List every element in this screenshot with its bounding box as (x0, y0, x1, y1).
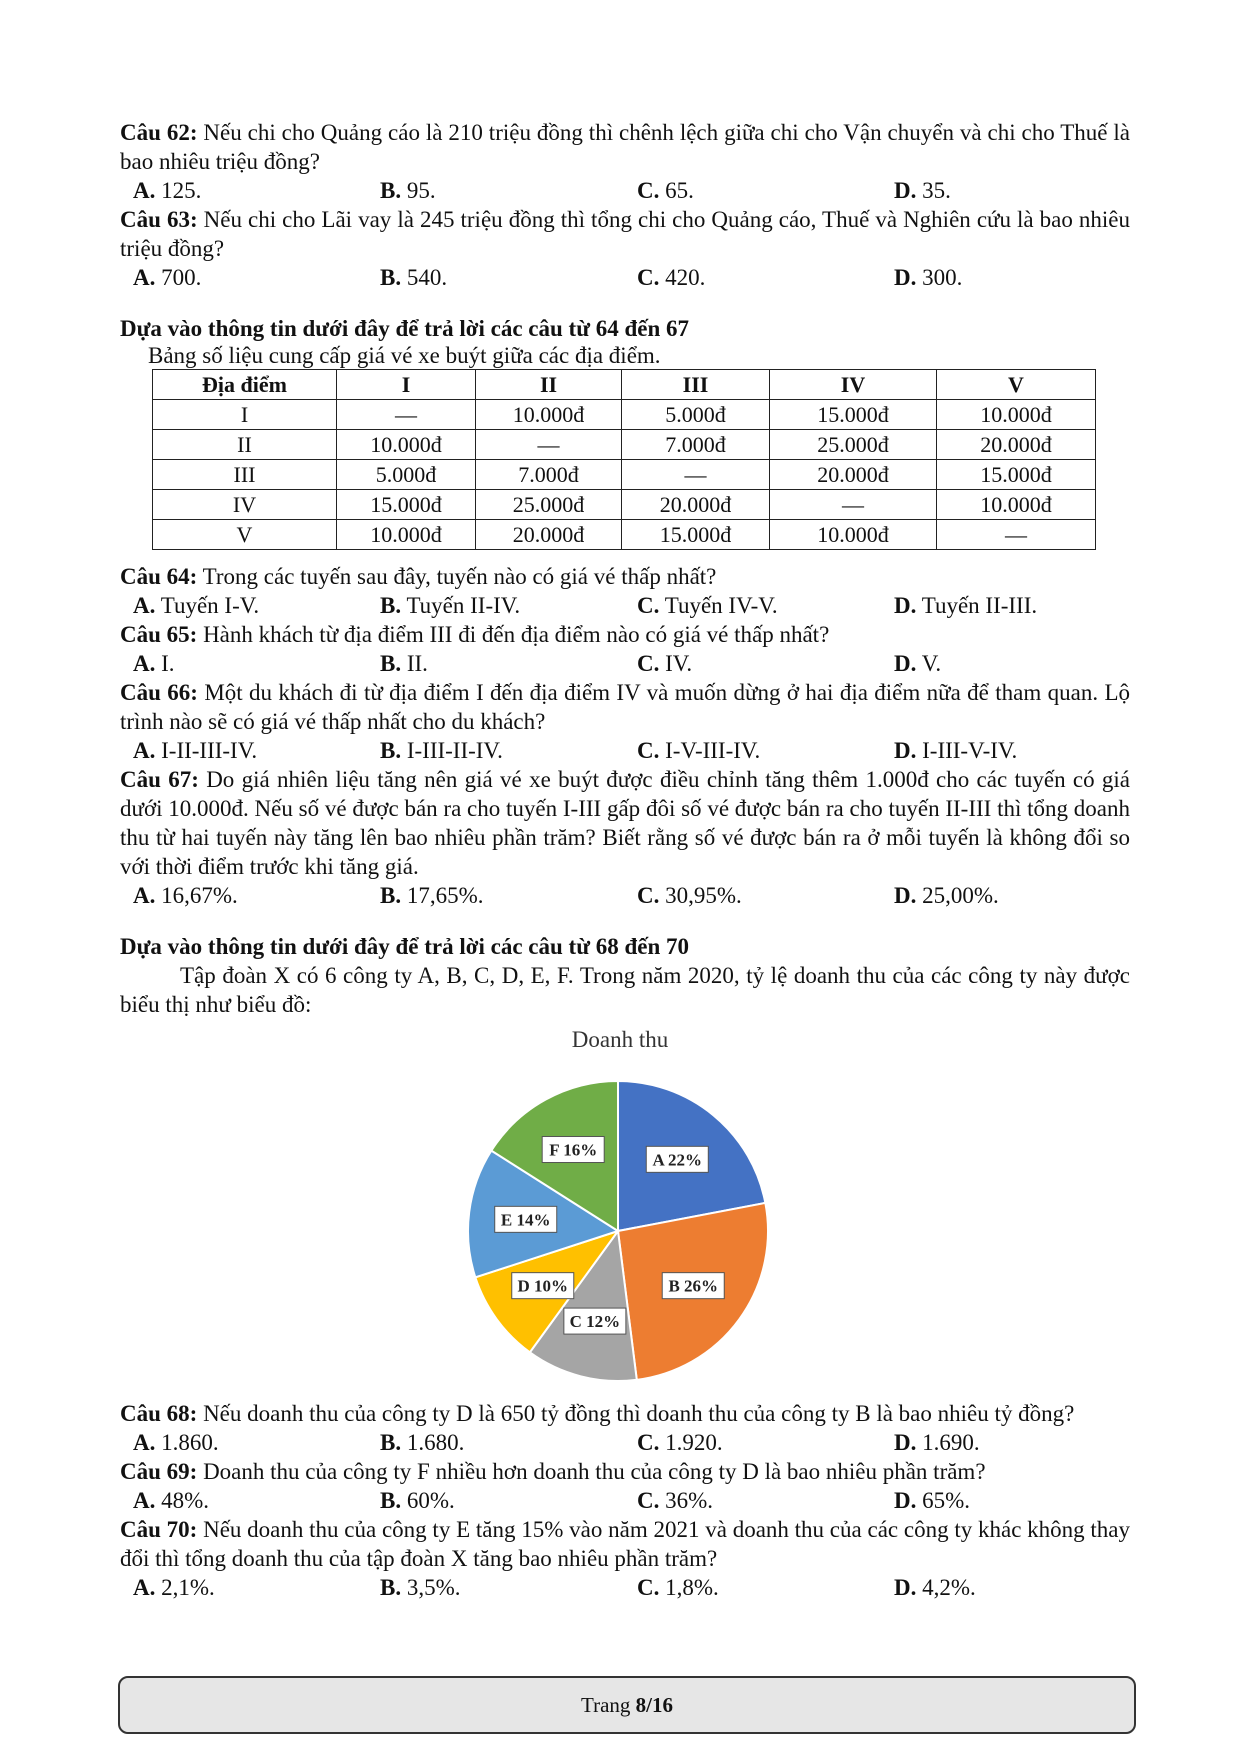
pie-label-text: B 26% (668, 1276, 719, 1296)
option-d: D. 4,2%. (894, 1575, 976, 1600)
option-d: D. Tuyến II-III. (894, 593, 1038, 618)
section-heading-64-67: Dựa vào thông tin dưới đây để trả lời các câu từ 64 đến 67 (120, 316, 690, 341)
question-label: Câu 63: (120, 207, 198, 232)
question-text: Doanh thu của công ty F nhiều hơn doanh thu của công ty D là bao nhiêu phần trăm? (203, 1459, 986, 1484)
pie-label-a (646, 1146, 708, 1172)
question-67 (120, 765, 1130, 881)
question-text: Nếu doanh thu của công ty E tăng 15% vào năm 2021 và doanh thu của các công ty khác không thay đổi thì tổng doanh thu của tập đoàn X tăng bao nhiêu phần trăm? (120, 1517, 1131, 1571)
question-label: Câu 67: (120, 767, 199, 792)
option-d: D. I-III-V-IV. (894, 738, 1018, 763)
option-b: B. I-III-II-IV. (380, 738, 503, 763)
options-69 (120, 1486, 1130, 1515)
question-text: Hành khách từ địa điểm III đi đến địa điểm nào có giá vé thấp nhất? (203, 622, 830, 647)
option-b: B. 1.680. (380, 1430, 465, 1455)
option-b: B. 60%. (380, 1488, 455, 1513)
table-row (153, 460, 1096, 490)
exam-page (120, 118, 1130, 1602)
table-cell: 5.000đ (622, 400, 770, 430)
section-intro: Tập đoàn X có 6 công ty A, B, C, D, E, F. Trong năm 2020, tỷ lệ doanh thu của các công ty này được biểu thị như biểu đồ: (120, 963, 1130, 1017)
table-caption: Bảng số liệu cung cấp giá vé xe buýt giữa các địa điểm. (148, 343, 661, 368)
option-a: A. 48%. (133, 1488, 210, 1513)
question-66 (120, 678, 1130, 736)
pie-label-e (495, 1206, 557, 1232)
option-a: A. 1.860. (133, 1430, 219, 1455)
question-text: Một du khách đi từ địa điểm I đến địa điểm IV và muốn dừng ở hai địa điểm nữa để tham quan. Lộ trình nào sẽ có giá vé thấp nhất cho du khách? (120, 680, 1131, 734)
table-cell: I (153, 400, 337, 430)
question-65 (120, 620, 1130, 649)
question-64 (120, 562, 1130, 591)
table-cell: 10.000đ (937, 490, 1096, 520)
options-62 (120, 176, 1130, 205)
table-cell: — (337, 400, 476, 430)
options-63 (120, 263, 1130, 292)
options-65 (120, 649, 1130, 678)
chart-title: Doanh thu (571, 1027, 669, 1052)
option-d: D. 25,00%. (894, 883, 999, 908)
option-a: A. 700. (133, 265, 202, 290)
table-cell: 20.000đ (770, 460, 937, 490)
options-66 (120, 736, 1130, 765)
table-header-row (153, 370, 1096, 400)
table-cell: 10.000đ (476, 400, 622, 430)
pie-label-text: C 12% (569, 1312, 621, 1332)
pie-label-text: D 10% (517, 1276, 569, 1296)
question-69 (120, 1457, 1130, 1486)
page-number: 8/16 (635, 1692, 673, 1717)
table-cell: 20.000đ (476, 520, 622, 550)
options-64 (120, 591, 1130, 620)
option-d: D. 65%. (894, 1488, 971, 1513)
options-67 (120, 881, 1130, 910)
option-d: D. 300. (894, 265, 963, 290)
option-c: C. 420. (637, 265, 706, 290)
question-68 (120, 1399, 1130, 1428)
option-b: B. 3,5%. (380, 1575, 461, 1600)
option-a: A. 16,67%. (133, 883, 238, 908)
question-text: Nếu doanh thu của công ty D là 650 tỷ đồng thì doanh thu của công ty B là bao nhiêu tỷ đồng? (203, 1401, 1075, 1426)
option-b: B. Tuyến II-IV. (380, 593, 521, 618)
question-62 (120, 118, 1130, 176)
table-header: IV (770, 370, 937, 400)
table-cell: III (153, 460, 337, 490)
option-a: A. I-II-III-IV. (133, 738, 258, 763)
table-cell: — (937, 520, 1096, 550)
table-cell: 7.000đ (476, 460, 622, 490)
option-d: D. 1.690. (894, 1430, 980, 1455)
table-cell: 5.000đ (337, 460, 476, 490)
table-cell: 15.000đ (770, 400, 937, 430)
option-c: C. 36%. (637, 1488, 714, 1513)
pie-chart-container (120, 1019, 1130, 1399)
question-63 (120, 205, 1130, 263)
table-cell: — (622, 460, 770, 490)
pie-label-text: F 16% (549, 1140, 598, 1160)
option-d: D. 35. (894, 178, 951, 203)
table-header: V (937, 370, 1096, 400)
table-cell: 10.000đ (337, 520, 476, 550)
question-label: Câu 70: (120, 1517, 198, 1542)
table-cell: 10.000đ (770, 520, 937, 550)
table-row (153, 400, 1096, 430)
table-cell: 15.000đ (622, 520, 770, 550)
pie-label-f (542, 1137, 604, 1163)
pie-label-b (662, 1273, 724, 1299)
pie-label-c (564, 1308, 626, 1334)
table-row (153, 430, 1096, 460)
question-label: Câu 65: (120, 622, 198, 647)
options-68 (120, 1428, 1130, 1457)
option-b: B. 540. (380, 265, 448, 290)
pie-label-text: E 14% (500, 1210, 551, 1230)
question-label: Câu 68: (120, 1401, 198, 1426)
question-text: Do giá nhiên liệu tăng nên giá vé xe buýt được điều chỉnh tăng thêm 1.000đ cho các tuyến có giá dưới 10.000đ. Nếu số vé được bán ra cho tuyến I-III gấp đôi số vé được bán ra cho tuyến II-III thì tổng doanh thu từ hai tuyến này tăng lên bao nhiêu phần trăm? Biết rằng số vé được bán ra ở mỗi tuyến là không đổi so với thời điểm trước khi tăng giá. (120, 767, 1131, 879)
question-text: Trong các tuyến sau đây, tuyến nào có giá vé thấp nhất? (202, 564, 717, 589)
table-cell: 25.000đ (476, 490, 622, 520)
option-c: C. 65. (637, 178, 694, 203)
question-label: Câu 66: (120, 680, 198, 705)
option-c: C. I-V-III-IV. (637, 738, 761, 763)
footer-prefix: Trang (581, 1692, 636, 1717)
table-row (153, 490, 1096, 520)
table-cell: 25.000đ (770, 430, 937, 460)
question-70 (120, 1515, 1130, 1573)
table-cell: 15.000đ (937, 460, 1096, 490)
table-cell: 15.000đ (337, 490, 476, 520)
question-label: Câu 64: (120, 564, 198, 589)
pie-label-d (512, 1273, 574, 1299)
table-row (153, 520, 1096, 550)
option-a: A. 2,1%. (133, 1575, 215, 1600)
question-text: Nếu chi cho Lãi vay là 245 triệu đồng thì tổng chi cho Quảng cáo, Thuế và Nghiên cứu là bao nhiêu triệu đồng? (120, 207, 1131, 261)
fare-table (152, 369, 1096, 550)
option-b: B. II. (380, 651, 428, 676)
option-a: A. Tuyến I-V. (133, 593, 260, 618)
question-text: Nếu chi cho Quảng cáo là 210 triệu đồng thì chênh lệch giữa chi cho Vận chuyển và chi cho Thuế là bao nhiêu triệu đồng? (120, 120, 1130, 174)
table-cell: 7.000đ (622, 430, 770, 460)
pie-label-text: A 22% (652, 1150, 703, 1170)
table-cell: — (476, 430, 622, 460)
option-c: C. Tuyến IV-V. (637, 593, 778, 618)
table-cell: 10.000đ (337, 430, 476, 460)
option-c: C. 1.920. (637, 1430, 723, 1455)
table-cell: 10.000đ (937, 400, 1096, 430)
table-header: I (337, 370, 476, 400)
table-header: II (476, 370, 622, 400)
table-cell: IV (153, 490, 337, 520)
option-d: D. V. (894, 651, 942, 676)
table-header: III (622, 370, 770, 400)
question-label: Câu 62: (120, 120, 198, 145)
options-70 (120, 1573, 1130, 1602)
option-c: C. 1,8%. (637, 1575, 719, 1600)
option-b: B. 95. (380, 178, 436, 203)
option-a: A. I. (133, 651, 175, 676)
question-label: Câu 69: (120, 1459, 198, 1484)
table-cell: 20.000đ (622, 490, 770, 520)
option-c: C. 30,95%. (637, 883, 742, 908)
table-cell: — (770, 490, 937, 520)
option-b: B. 17,65%. (380, 883, 484, 908)
pie-chart (120, 1019, 1130, 1399)
option-c: C. IV. (637, 651, 693, 676)
section-heading-68-70: Dựa vào thông tin dưới đây để trả lời các câu từ 68 đến 70 (120, 934, 690, 959)
table-cell: 20.000đ (937, 430, 1096, 460)
table-header: Địa điểm (153, 370, 337, 400)
option-a: A. 125. (133, 178, 202, 203)
page-footer (118, 1676, 1136, 1734)
table-cell: II (153, 430, 337, 460)
table-cell: V (153, 520, 337, 550)
